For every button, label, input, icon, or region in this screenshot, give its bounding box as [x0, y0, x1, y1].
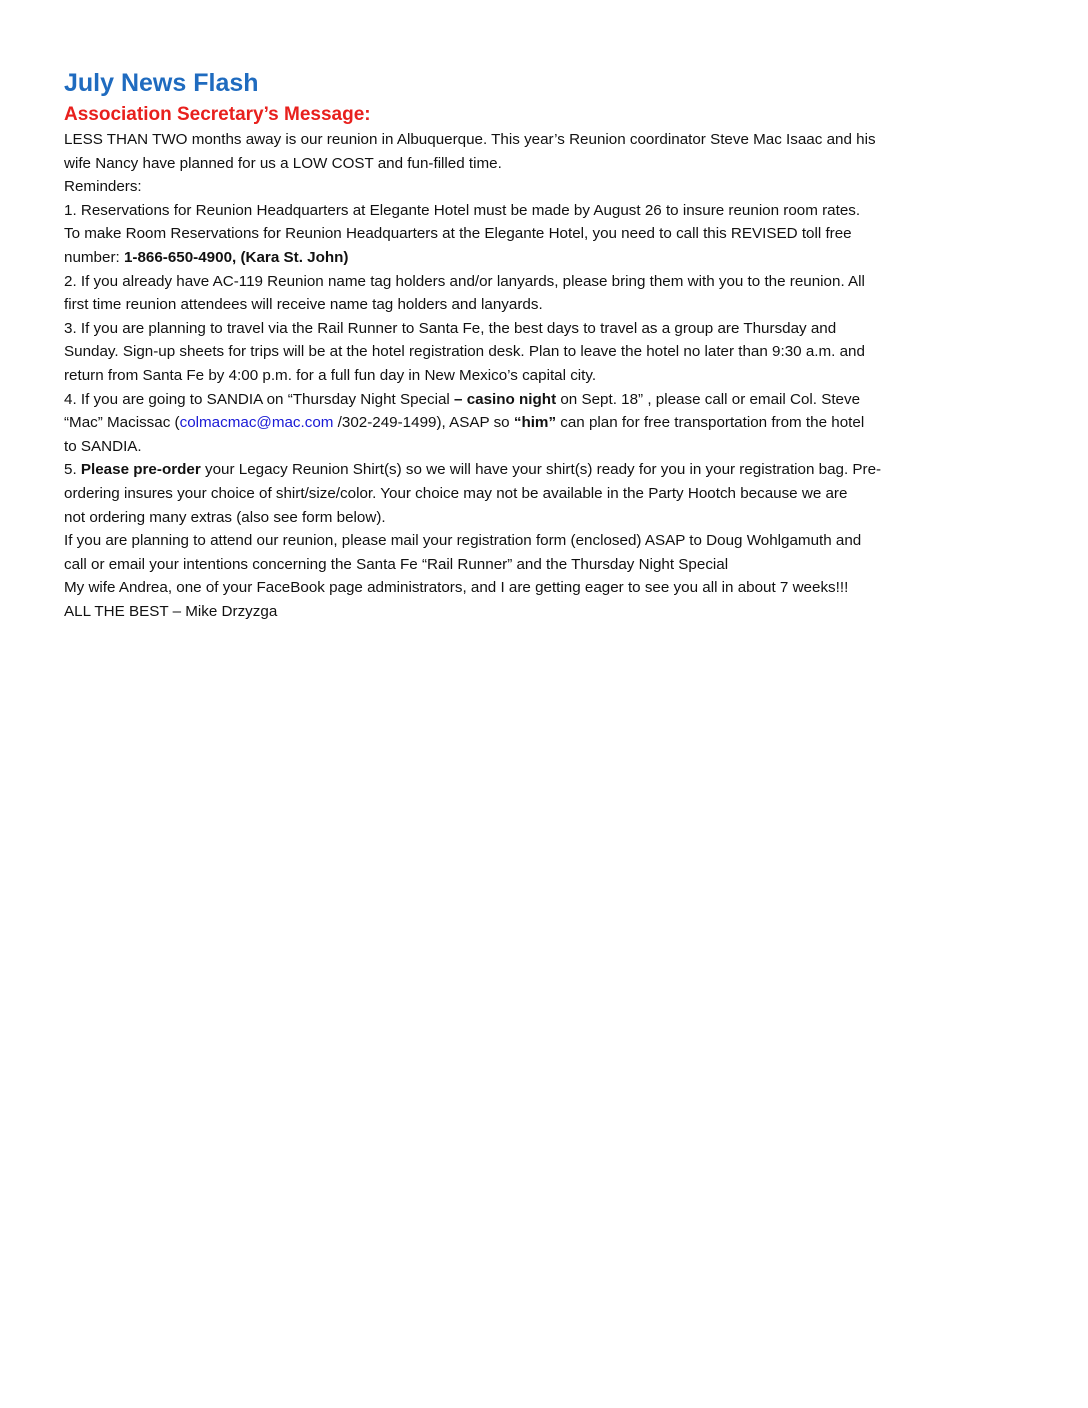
intro-line-2: wife Nancy have planned for us a LOW COST and fun-filled time. [64, 154, 502, 172]
reminders-label: Reminders: [64, 178, 142, 196]
reminder-1-number-prefix: number: [64, 248, 124, 266]
reminder-5-text-a: 5. [64, 461, 81, 479]
reminder-4-line-3: to SANDIA. [64, 437, 142, 455]
reminder-4-text-e: can plan for free transportation from the hotel [556, 414, 865, 432]
news-flash-page [64, 66, 1024, 623]
message-body [64, 128, 1024, 623]
reservation-phone: 1-866-650-4900, (Kara St. John) [123, 248, 349, 266]
reminder-4-text-b: on Sept. 18” , please call or email Col. Steve [556, 390, 861, 408]
reminder-4-line-1 [64, 388, 1024, 412]
casino-night-label: – casino night [454, 390, 557, 408]
reminder-2-line-1: 2. If you already have AC-119 Reunion name tag holders and/or lanyards, please bring them with you to the reunion. All [64, 272, 865, 290]
signoff: ALL THE BEST – Mike Drzyzga [64, 602, 278, 620]
reminder-5-line-3: not ordering many extras (also see form below). [64, 508, 386, 526]
reminder-5-text-b: your Legacy Reunion Shirt(s) so we will have your shirt(s) ready for you in your registration bag. Pre- [200, 461, 882, 479]
reminder-1-line-3 [64, 246, 1024, 270]
pre-order-emphasis: Please pre-order [80, 461, 201, 479]
closing-line-1: If you are planning to attend our reunion, please mail your registration form (enclosed) ASAP to Doug Wohlgamuth and [64, 532, 862, 550]
reminder-3-line-1: 3. If you are planning to travel via the Rail Runner to Santa Fe, the best days to travel as a group are Thursday and [64, 319, 837, 337]
reminder-5-line-2: ordering insures your choice of shirt/size/color. Your choice may not be available in the Party Hootch because we are [64, 484, 848, 502]
email-link[interactable]: colmacmac@mac.com [179, 414, 334, 432]
him-emphasis: “him” [513, 414, 557, 432]
reminder-4-line-2 [64, 411, 1024, 435]
intro-line-1: LESS THAN TWO months away is our reunion in Albuquerque. This year’s Reunion coordinator Steve Mac Isaac and his [64, 131, 876, 148]
reminder-4-text-d: /302-249-1499), ASAP so [333, 414, 514, 432]
reminder-2-line-2: first time reunion attendees will receive name tag holders and lanyards. [64, 296, 543, 314]
message-heading: Association Secretary’s Message: [64, 104, 371, 125]
closing-line-3: My wife Andrea, one of your FaceBook page administrators, and I are getting eager to see you all in about 7 weeks!!! [64, 579, 849, 597]
page-title-month: July [64, 69, 115, 97]
page-title-rest: News Flash [114, 69, 259, 97]
page-title [64, 66, 1024, 100]
reminder-5-line-1 [64, 458, 1024, 482]
reminder-4-text-a: 4. If you are going to SANDIA on “Thursday Night Special [64, 390, 455, 408]
reminder-1-line-2: To make Room Reservations for Reunion Headquarters at the Elegante Hotel, you need to call this REVISED toll free [64, 225, 852, 243]
reminder-3-line-2: Sunday. Sign-up sheets for trips will be at the hotel registration desk. Plan to leave the hotel no later than 9:30 a.m. and [64, 343, 865, 361]
closing-line-2: call or email your intentions concerning the Santa Fe “Rail Runner” and the Thursday Night Special [64, 555, 729, 573]
reminder-1-line-1: 1. Reservations for Reunion Headquarters at Elegante Hotel must be made by August 26 to insure reunion room rates. [64, 201, 861, 219]
reminder-4-text-c: “Mac” Macissac ( [64, 414, 180, 432]
reminder-3-line-3: return from Santa Fe by 4:00 p.m. for a full fun day in New Mexico’s capital city. [64, 366, 597, 384]
